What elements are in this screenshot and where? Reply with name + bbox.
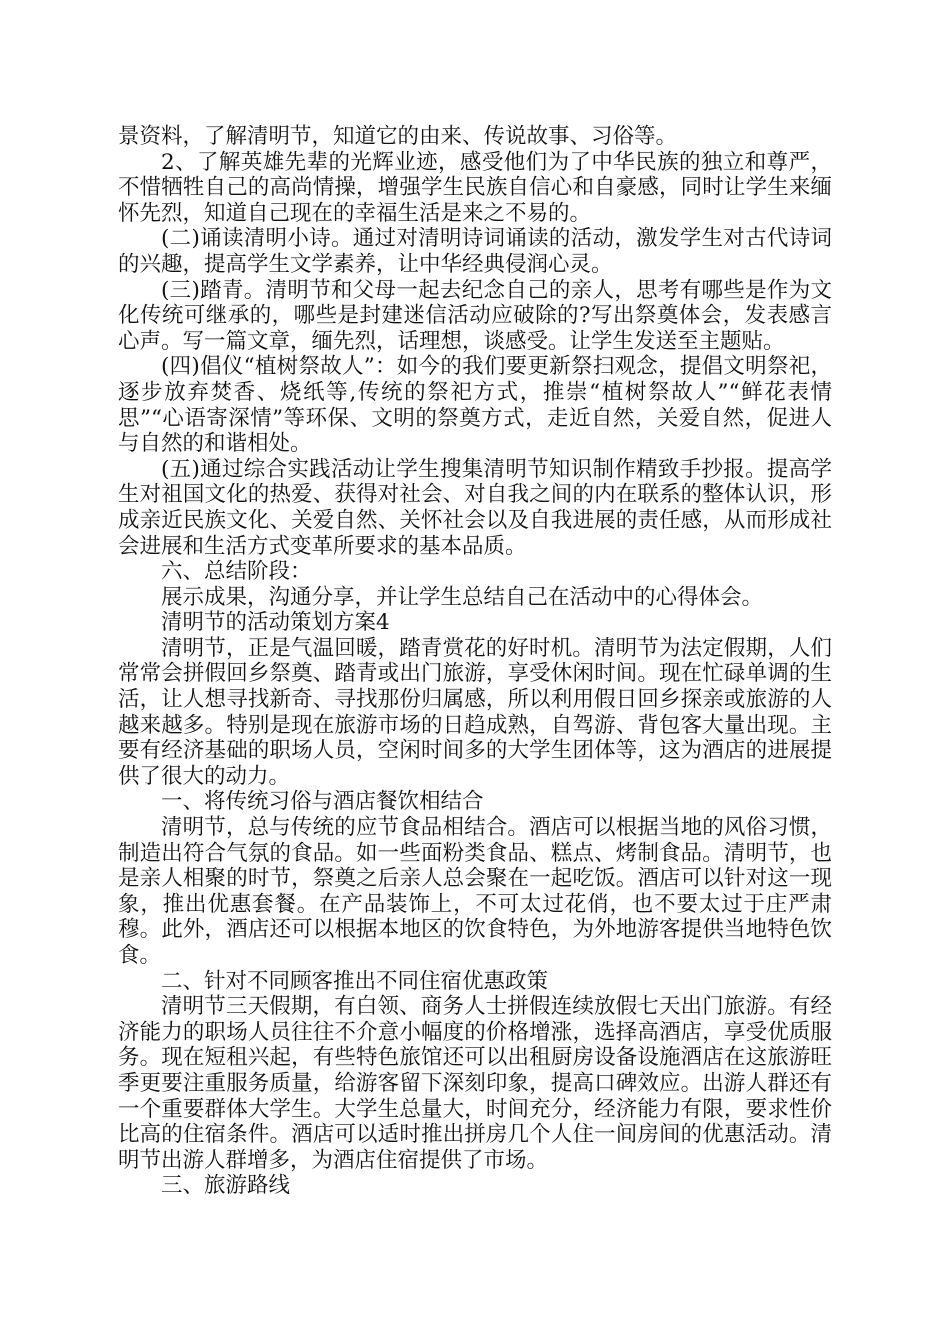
plan-title: 清明节的活动策划方案4 [161, 610, 390, 636]
paragraph-3: (二)诵读清明小诗。通过对清明诗词诵读的活动，激发学生对古代诗词的兴趣，提高学生文学素养，让中华经典侵润心灵。 [118, 226, 832, 277]
section-heading-3: 三、旅游路线 [161, 1173, 291, 1199]
paragraph-8: 清明节，正是气温回暖，踏青赏花的好时机。清明节为法定假期，人们常常会拼假回乡祭奠、踏青或出门旅游，享受休闲时间。现在忙碌单调的生活，让人想寻找新奇、寻找那份归属感，所以利用假日回乡探亲或旅游的人越来越多。特别是现在旅游市场的日趋成熟，自驾游、背包客大量出现。主要有经济基础的职场人员，空闲时间多的大学生团体等，这为酒店的进展提供了很大的动力。 [118, 635, 832, 789]
paragraph-10: 清明节三天假期，有白领、商务人士拼假连续放假七天出门旅游。有经济能力的职场人员往往不介意小幅度的价格增涨，选择高酒店，享受优质服务。现在短租兴起，有些特色旅馆还可以出租厨房设备设施酒店在这旅游旺季更要注重服务质量，给游客留下深刻印象，提高口碑效应。出游人群还有一个重要群体大学生。大学生总量大，时间充分，经济能力有限，要求性价比高的住宿条件。酒店可以适时推出拼房几个人住一间房间的优惠活动。清明节出游人群增多，为酒店住宿提供了市场。 [118, 994, 832, 1173]
paragraph-5: (四)倡仪“植树祭故人”：如今的我们要更新祭扫观念，提倡文明祭祀，逐步放弃焚香、烧纸等,传统的祭祀方式，推崇“植树祭故人”“鲜花表情思”“心语寄深情”等环保、文明的祭奠方式，走近自然，关爱自然，促进人与自然的和谐相处。 [118, 354, 832, 457]
section-heading-2: 二、针对不同顾客推出不同住宿优惠政策 [161, 968, 549, 994]
paragraph-7: 展示成果，沟通分享，并让学生总结自己在活动中的心得体会。 [161, 584, 764, 610]
paragraph-1: 景资料，了解清明节，知道它的由来、传说故事、习俗等。 [118, 124, 678, 149]
document-page [118, 124, 832, 1199]
section-heading-summary: 六、总结阶段： [161, 559, 312, 585]
section-heading-1: 一、将传统习俗与酒店餐饮相结合 [161, 789, 484, 815]
paragraph-6: (五)通过综合实践活动让学生搜集清明节知识制作精致手抄报。提高学生对祖国文化的热爱、获得对社会、对自我之间的内在联系的整体认识，形成亲近民族文化、关爱自然、关怀社会以及自我进展的责任感，从而形成社会进展和生活方式变革所要求的基本品质。 [118, 456, 832, 559]
paragraph-9: 清明节，总与传统的应节食品相结合。酒店可以根据当地的风俗习惯，制造出符合气氛的食品。如一些面粉类食品、糕点、烤制食品。清明节，也是亲人相聚的时节，祭奠之后亲人总会聚在一起吃饭。酒店可以针对这一现象，推出优惠套餐。在产品装饰上，不可太过花俏，也不要太过于庄严肃穆。此外，酒店还可以根据本地区的饮食特色，为外地游客提供当地特色饮食。 [118, 815, 832, 968]
paragraph-4: (三)踏青。清明节和父母一起去纪念自己的亲人，思考有哪些是作为文化传统可继承的，哪些是封建迷信活动应破除的?写出祭奠体会，发表感言心声。写一篇文章，缅先烈，话理想，谈感受。让学生发送至主题贴。 [118, 277, 832, 354]
paragraph-2: 2、了解英雄先辈的光辉业迹，感受他们为了中华民族的独立和尊严，不惜牺牲自己的高尚情操，增强学生民族自信心和自豪感，同时让学生来缅怀先烈，知道自己现在的幸福生活是来之不易的。 [118, 149, 832, 226]
